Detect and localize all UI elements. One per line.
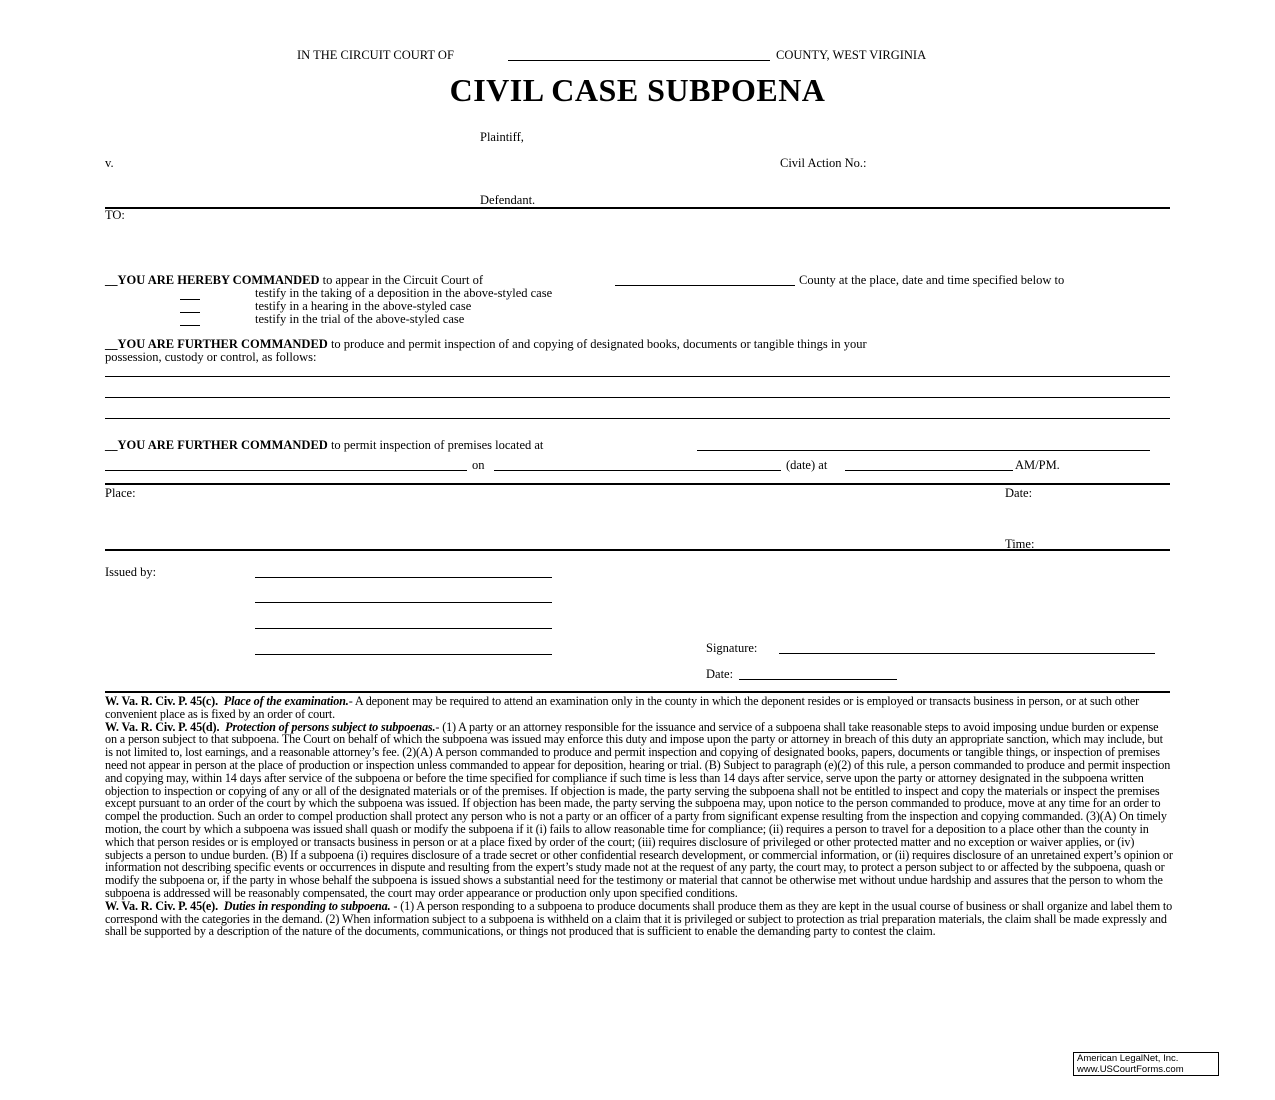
- defendant-label: Defendant.: [480, 193, 536, 207]
- rules-text: [105, 695, 1173, 938]
- option-hearing: testify in a hearing in the above-styled case: [255, 299, 472, 313]
- plaintiff-label: Plaintiff,: [480, 130, 524, 144]
- sign-date-line[interactable]: [739, 679, 897, 680]
- time-label: Time:: [1005, 537, 1035, 551]
- date-label: Date:: [1005, 486, 1033, 500]
- rule-body: - (1) A person responding to a subpoena to produce documents shall produce them as they are kept in the usual course of business or shall organize and label them to correspond with the categories in the demand. (2) When information subject to a subpoena is withheld on a claim that it is privileged or subject to protection as trial preparation materials, the claim shall be made expressly and shall be supported by a description of the nature of the documents, communications, or things not produced that is sufficient to enable the demanding party to contest the claim.: [105, 898, 1173, 939]
- rule-heading: Place of the examination.: [223, 694, 349, 708]
- rule-body: - (1) A party or an attorney responsible for the issuance and service of a subpoena shall take reasonable steps to avoid imposing undue burden or expense on a person subject to that subpoena. The Court on behalf of which the subpoena was issued may enforce this duty and impose upon the party or attorney in breach of this duty an appropriate sanction, which may include, but is not limited to, lost earnings, and a reasonable attorney’s fee. (2)(A) A person commanded to produce and permit inspection and copying of designated books, papers, documents or tangible things, or inspection of premises need not appear in person at the place of production or inspection unless commanded to appear for deposition, hearing or trial. (B) Subject to paragraph (e)(2) of this rule, a person commanded to produce and permit inspection and copying may, within 14 days after service of the subpoena or before the time specified for compliance if such time is less than 14 days after service, serve upon the party or attorney designated in the subpoena written objection to inspection or copying of any or all of the designated materials or of the premises. If objection is made, the party serving the subpoena shall not be entitled to inspect and copy the materials or inspect the premises except pursuant to an order of the court by which the subpoena was issued. If objection has been made, the party serving the subpoena may, upon notice to the person commanded to produce, move at any time for an order to compel the production. Such an order to compel production shall protect any person who is not a party or an officer of a party from significant expense resulting from the inspection and copying commanded. (3)(A) On timely motion, the court by which a subpoena was issued shall quash or modify the subpoena if it (i) fails to allow reasonable time for compliance; (ii) requires a person to travel for a deposition to a place other than the county in which that person resides or is employed or transacts business in person or at a place fixed by order of the court; (iii) requires disclosure of privileged or other protected matter and no exception or waiver applies, or (iv) subjects a person to undue burden. (B) If a subpoena (i) requires disclosure of a trade secret or other confidential research development, or commercial information, or (ii) requires disclosure of an unretained expert’s opinion or information not describing specific events or occurrences in dispute and resulting from the expert’s study made not at the request of any party, the court may, to protect a person subject to or affected by the subpoena, quash or modify the subpoena or, if the party in whose behalf the subpoena is issued shows a substantial need for the testimony or material that cannot be otherwise met without undue hardship and assures that the person to whom the subpoena is addressed will be reasonably compensated, the court may order appearance or production only upon specified conditions.: [105, 719, 1173, 900]
- place-label: Place:: [105, 486, 136, 500]
- produce-command-text: to produce and permit inspection of and copying of designated books, documents or tangible things in your: [330, 337, 867, 351]
- premises-time-blank[interactable]: [845, 470, 1013, 471]
- rule-label: W. Va. R. Civ. P. 45(e).: [105, 898, 218, 913]
- on-label: on: [472, 458, 485, 472]
- appear-command-tail: County at the place, date and time specified below to: [799, 273, 1065, 287]
- date-at-label: (date) at: [786, 458, 828, 472]
- produce-line-3[interactable]: [105, 418, 1170, 419]
- option-checkbox-deposition[interactable]: [180, 299, 200, 300]
- rule-45e: [105, 900, 1173, 938]
- issued-by-line-1[interactable]: [255, 577, 552, 578]
- to-label: TO:: [105, 208, 125, 222]
- rule-label: W. Va. R. Civ. P. 45(c).: [105, 694, 218, 708]
- appear-command-bold: __YOU ARE HEREBY COMMANDED: [105, 273, 320, 287]
- produce-line-2[interactable]: [105, 397, 1170, 398]
- page-title: CIVIL CASE SUBPOENA: [449, 72, 826, 108]
- issued-by-line-4[interactable]: [255, 654, 552, 655]
- produce-command: [105, 337, 867, 351]
- option-deposition: testify in the taking of a deposition in the above-styled case: [255, 286, 553, 300]
- rule-label: W. Va. R. Civ. P. 45(d).: [105, 719, 220, 734]
- premises-command: [105, 438, 543, 452]
- signature-label: Signature:: [706, 641, 758, 655]
- county-blank[interactable]: [508, 60, 770, 61]
- produce-command-bold: __YOU ARE FURTHER COMMANDED: [105, 337, 328, 351]
- appear-command-text: to appear in the Circuit Court of: [322, 273, 483, 287]
- signature-line[interactable]: [779, 653, 1155, 654]
- divider: [105, 549, 1170, 551]
- premises-date-blank[interactable]: [494, 470, 781, 471]
- rule-heading: Duties in responding to subpoena.: [223, 898, 391, 913]
- civil-action-label: Civil Action No.:: [780, 156, 867, 170]
- premises-location-blank-2[interactable]: [105, 470, 467, 471]
- court-suffix: COUNTY, WEST VIRGINIA: [776, 48, 927, 62]
- rule-heading: Protection of persons subject to subpoenas.: [225, 719, 436, 734]
- divider: [105, 207, 1170, 209]
- publisher-name: American LegalNet, Inc.: [1077, 1053, 1179, 1064]
- premises-command-bold: __YOU ARE FURTHER COMMANDED: [105, 438, 328, 452]
- option-checkbox-hearing[interactable]: [180, 312, 200, 313]
- issued-by-line-2[interactable]: [255, 602, 552, 603]
- publisher-url: www.USCourtForms.com: [1077, 1064, 1184, 1075]
- option-trial: testify in the trial of the above-styled case: [255, 312, 465, 326]
- issued-by-line-3[interactable]: [255, 628, 552, 629]
- produce-command-text2: possession, custody or control, as follows:: [105, 350, 317, 364]
- court-prefix: IN THE CIRCUIT COURT OF: [297, 48, 454, 62]
- appear-command: [105, 273, 483, 287]
- appear-county-blank[interactable]: [615, 285, 795, 286]
- rule-45c: [105, 695, 1173, 721]
- sign-date-label: Date:: [706, 667, 734, 681]
- ampm-label: AM/PM.: [1015, 458, 1060, 472]
- divider: [105, 483, 1170, 485]
- option-checkbox-trial[interactable]: [180, 325, 200, 326]
- premises-location-blank[interactable]: [697, 450, 1150, 451]
- rule-body: - A deponent may be required to attend an examination only in the county in which the deponent resides or is employed or transacts business in person, or at such other convenient place as is fixed by an order of court.: [105, 694, 1139, 721]
- premises-command-text: to permit inspection of premises located at: [330, 438, 544, 452]
- publisher-badge: [1073, 1052, 1219, 1076]
- produce-line-1[interactable]: [105, 376, 1170, 377]
- divider: [105, 691, 1170, 693]
- rule-45d: [105, 721, 1173, 900]
- issued-by-label: Issued by:: [105, 565, 157, 579]
- versus-label: v.: [105, 156, 114, 170]
